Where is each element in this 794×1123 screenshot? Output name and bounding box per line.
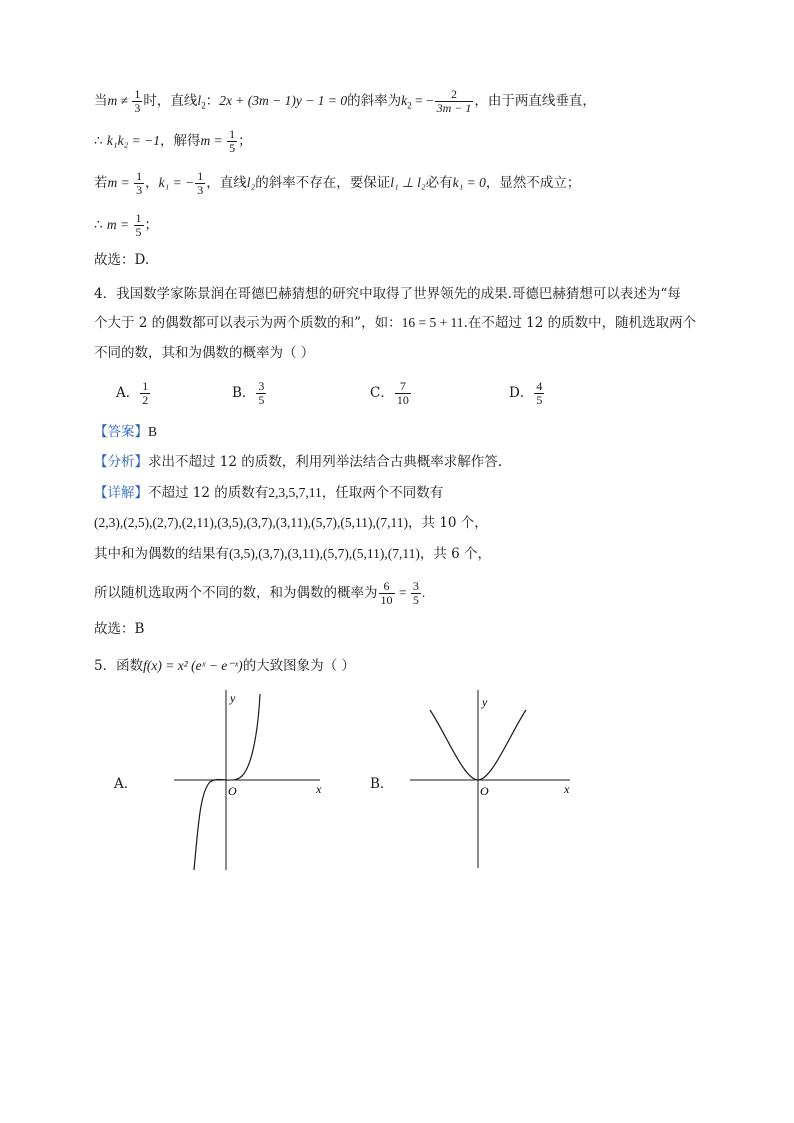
math-expr: k₁ = − xyxy=(158,175,195,190)
text: ； xyxy=(144,217,158,233)
subscript: 2 xyxy=(201,100,206,111)
math-var: l₂ xyxy=(246,175,256,190)
text: ； xyxy=(238,133,252,149)
graph-b-label: B． xyxy=(370,776,394,792)
fraction xyxy=(411,580,421,607)
q4-detail-line-4 xyxy=(94,580,425,607)
q3-line-1 xyxy=(94,88,596,116)
frac-den: 5 xyxy=(135,225,142,239)
analysis-tag: 【分析】 xyxy=(94,454,148,470)
frac-num: 1 xyxy=(136,169,143,183)
frac-den: 3 xyxy=(197,183,204,197)
fraction xyxy=(395,380,411,407)
math-expr: k₁ = 0 xyxy=(452,175,486,190)
text: ，显然不成立； xyxy=(485,175,581,191)
text: ，任取两个不同数有 xyxy=(321,485,444,501)
frac-den: 5 xyxy=(258,393,265,407)
option-b xyxy=(232,380,267,407)
text: ，共 10 个， xyxy=(408,515,488,531)
q4-stem-line-1: 4．我国数学家陈景润在哥德巴赫猜想的研究中取得了世界领先的成果.哥德巴赫猜想可以表述为“每 xyxy=(94,286,681,302)
q4-choose: 故选：B xyxy=(94,621,145,637)
math-op: ≠ xyxy=(117,93,132,108)
frac-num: 2 xyxy=(435,88,474,102)
math-expr: m = xyxy=(106,217,133,232)
frac-num: 1 xyxy=(134,87,141,101)
graph-a xyxy=(170,688,340,872)
frac-den: 10 xyxy=(380,593,393,607)
math-expr: (2,3),(2,5),(2,7),(2,11),(3,5),(3,7),(3,11),(5,7),(5,11),(7,11) xyxy=(94,515,409,530)
text: 必有 xyxy=(425,175,453,191)
frac-num: 1 xyxy=(197,169,204,183)
q4-stem-line-3: 不同的数，其和为偶数的概率为（ ） xyxy=(94,345,315,361)
text: ∴ xyxy=(94,133,107,149)
fraction xyxy=(132,88,142,115)
detail-tag: 【详解】 xyxy=(94,485,148,501)
math-expr: l₁ ⊥ l₂ xyxy=(390,175,426,190)
text: 的斜率不存在，要保证 xyxy=(255,175,391,191)
frac-den: 5 xyxy=(536,393,543,407)
subscript: 2 xyxy=(407,100,412,111)
frac-den: 3 xyxy=(136,183,143,197)
y-axis-label: y xyxy=(482,695,488,709)
frac-den: 3m − 1 xyxy=(436,101,472,115)
graph-b xyxy=(410,688,580,872)
curve xyxy=(194,694,260,870)
q4-answer xyxy=(94,422,157,442)
frac-den: 5 xyxy=(229,141,236,155)
text: .在不超过 12 的质数中，随机选取两个 xyxy=(463,315,697,331)
fraction xyxy=(227,128,237,155)
analysis-text: 求出不超过 12 的质数，利用列举法结合古典概率求解作答. xyxy=(148,454,503,470)
option-d xyxy=(509,380,545,407)
fraction xyxy=(134,170,144,197)
frac-num: 1 xyxy=(229,127,236,141)
q4-analysis xyxy=(94,452,502,472)
fraction xyxy=(140,380,150,407)
option-label: C． xyxy=(370,385,394,401)
math-expr: (3,5),(3,7),(3,11),(5,7),(5,11),(7,11) xyxy=(229,546,420,561)
text: 所以随机选取两个不同的数，和为偶数的概率为 xyxy=(94,585,378,601)
text: ， xyxy=(145,175,159,191)
q4-detail-line-2 xyxy=(94,513,488,533)
q4-stem-line-2 xyxy=(94,313,696,333)
frac-num: 6 xyxy=(379,580,395,594)
text: ，直线 xyxy=(206,175,247,191)
frac-den: 3 xyxy=(134,101,141,115)
fraction xyxy=(435,88,474,115)
q3-line-4 xyxy=(94,212,158,239)
math-op: = − xyxy=(411,93,434,108)
q3-line-2 xyxy=(94,128,252,155)
text: ，共 6 个， xyxy=(419,546,491,562)
text: 的斜率为 xyxy=(347,93,402,109)
option-c xyxy=(370,380,412,407)
text: ： xyxy=(205,93,220,109)
math-expr: 2,3,5,7,11 xyxy=(268,485,322,500)
x-axis-label: x xyxy=(316,782,322,796)
text: 当 xyxy=(94,93,108,109)
frac-num: 4 xyxy=(536,379,543,393)
option-label: D． xyxy=(509,385,534,401)
q5-stem xyxy=(94,656,355,676)
option-label: A． xyxy=(116,385,140,401)
fraction xyxy=(134,212,144,239)
math-expr: m = xyxy=(200,133,227,148)
text: 若 xyxy=(94,175,108,191)
frac-num: 7 xyxy=(395,380,411,394)
fraction xyxy=(195,170,205,197)
text: ，由于两直线垂直， xyxy=(474,93,596,109)
q4-detail-line-3 xyxy=(94,544,491,564)
math-expr: 16 = 5 + 11 xyxy=(401,315,464,330)
text: ∴ xyxy=(94,217,107,233)
math-var: l xyxy=(197,93,202,108)
math-var: k xyxy=(401,93,408,108)
math-var: m xyxy=(107,93,118,108)
q3-choose: 故选：D. xyxy=(94,252,150,268)
fraction xyxy=(379,580,395,607)
answer-value: B xyxy=(148,424,158,439)
frac-num: 3 xyxy=(258,379,265,393)
text: 不超过 12 的质数有 xyxy=(148,485,269,501)
text: 时，直线 xyxy=(143,93,198,109)
math-expr: m = xyxy=(107,175,134,190)
y-axis-label: y xyxy=(230,691,236,705)
text: 5．函数 xyxy=(94,658,144,674)
math-op: = xyxy=(395,585,410,600)
frac-den: 2 xyxy=(142,393,149,407)
frac-num: 1 xyxy=(142,379,149,393)
q3-line-3 xyxy=(94,170,580,197)
x-axis-label: x xyxy=(564,782,570,796)
fraction xyxy=(256,380,266,407)
origin-label: O xyxy=(480,784,489,798)
fraction xyxy=(534,380,544,407)
option-a xyxy=(116,380,151,407)
answer-tag: 【答案】 xyxy=(94,424,148,440)
text: 其中和为偶数的结果有 xyxy=(94,546,229,562)
math-expr: k₁k₂ = −1 xyxy=(106,133,160,148)
math-equation: 2x + (3m − 1)y − 1 = 0 xyxy=(219,93,348,108)
text: ，解得 xyxy=(159,133,201,149)
frac-num: 3 xyxy=(412,579,419,593)
text: 个大于 2 的偶数都可以表示为两个质数的和”，如： xyxy=(94,315,402,331)
math-function: f(x) = x² (eˣ − e⁻ˣ) xyxy=(143,658,243,673)
q4-detail-line-1 xyxy=(94,483,443,503)
graph-a-label: A． xyxy=(114,776,138,792)
text: . xyxy=(421,585,426,600)
text: 的大致图象为（ ） xyxy=(242,658,355,674)
frac-num: 1 xyxy=(135,211,142,225)
origin-label: O xyxy=(228,784,237,798)
frac-den: 10 xyxy=(396,393,409,407)
option-label: B． xyxy=(232,385,256,401)
frac-den: 5 xyxy=(412,593,419,607)
